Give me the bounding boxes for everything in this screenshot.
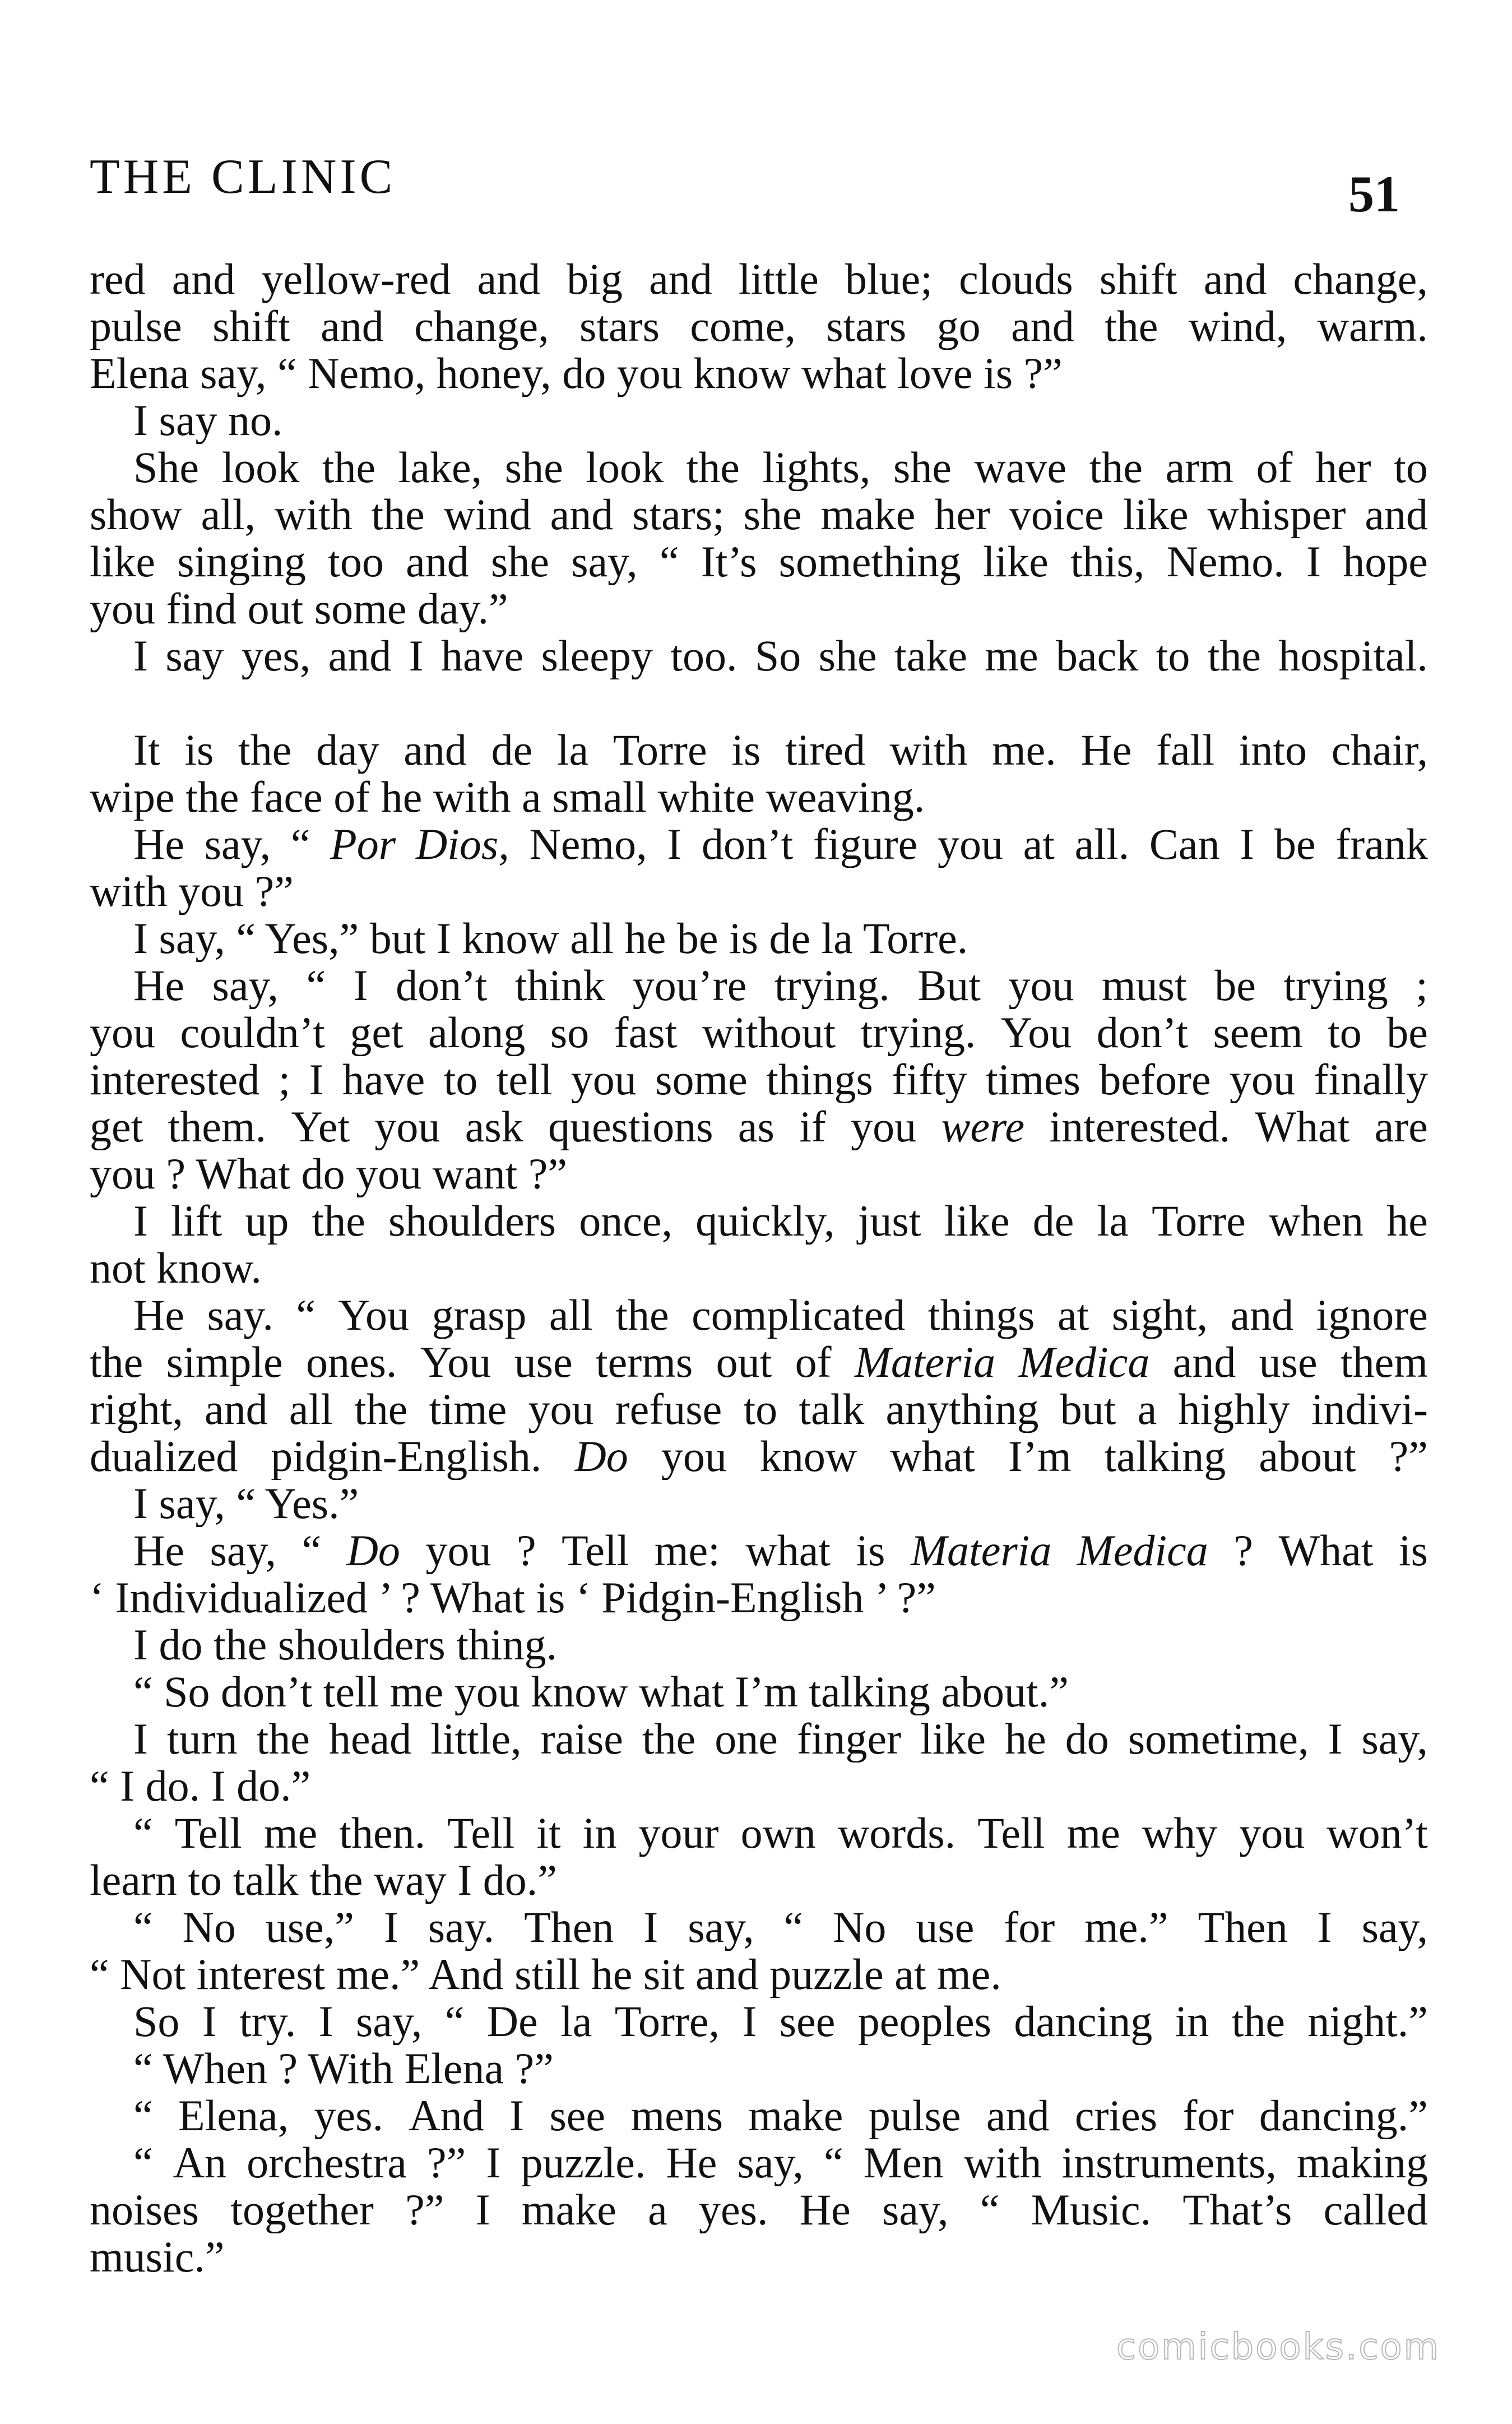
text-line: you ? What do you want ?” [90, 1150, 568, 1197]
text-line: red and yellow-red and big and little blue; clouds shift and change, [90, 256, 1428, 303]
text-line: I say, “ Yes.” [133, 1480, 359, 1527]
text-line: you find out some day.” [90, 585, 508, 632]
text-line: the simple ones. You use terms out of Materia Medica and use them [90, 1339, 1428, 1386]
text-line: not know. [90, 1245, 262, 1292]
text-line: I say no. [133, 397, 283, 444]
text-line: learn to talk the way I do.” [90, 1857, 557, 1904]
text-line: I say yes, and I have sleepy too. So she take me back to the hospital. [133, 632, 1428, 679]
text-line: “ An orchestra ?” I puzzle. He say, “ Men with instruments, making [133, 2139, 1428, 2186]
text-line: “ Tell me then. Tell it in your own words. Tell me why you won’t [133, 1810, 1428, 1857]
section-break [90, 679, 1428, 727]
text-line: music.” [90, 2233, 225, 2280]
text-line: “ When ? With Elena ?” [133, 2045, 554, 2092]
text-line: He say. “ You grasp all the complicated things at sight, and ignore [133, 1292, 1428, 1339]
text-line: “ So don’t tell me you know what I’m talking about.” [133, 1668, 1069, 1715]
text-line: He say, “ Por Dios, Nemo, I don’t figure you at all. Can I be frank [133, 821, 1428, 868]
text-line: interested ; I have to tell you some things fifty times before you finally [90, 1056, 1428, 1103]
text-line: ‘ Individualized ’ ? What is ‘ Pidgin-English ’ ?” [90, 1574, 936, 1621]
text-line: dualized pidgin-English. Do you know what I’m talking about ?” [90, 1433, 1428, 1480]
text-line: I say, “ Yes,” but I know all he be is de la Torre. [133, 915, 968, 962]
text-line: with you ?” [90, 868, 294, 915]
text-line: “ Not interest me.” And still he sit and puzzle at me. [90, 1951, 1001, 1998]
running-head: THE CLINIC [90, 150, 396, 204]
text-line: wipe the face of he with a small white weaving. [90, 774, 925, 821]
text-line: “ I do. I do.” [90, 1763, 311, 1810]
text-line: “ Elena, yes. And I see mens make pulse and cries for dancing.” [133, 2092, 1428, 2139]
text-line: Elena say, “ Nemo, honey, do you know what love is ?” [90, 350, 1063, 397]
text-line: She look the lake, she look the lights, she wave the arm of her to [133, 444, 1428, 491]
text-line: I do the shoulders thing. [133, 1621, 558, 1668]
text-line: right, and all the time you refuse to talk anything but a highly indivi- [90, 1386, 1428, 1433]
text-line: noises together ?” I make a yes. He say, “ Music. That’s called [90, 2186, 1428, 2233]
text-line: I turn the head little, raise the one finger like he do sometime, I say, [133, 1715, 1428, 1763]
text-line: you couldn’t get along so fast without trying. You don’t seem to be [90, 1009, 1428, 1056]
text-line: pulse shift and change, stars come, stars go and the wind, warm. [90, 303, 1428, 350]
page-number: 51 [1348, 165, 1400, 223]
text-line: He say, “ I don’t think you’re trying. But you must be trying ; [133, 962, 1428, 1009]
text-line: It is the day and de la Torre is tired with me. He fall into chair, [133, 727, 1428, 774]
text-line: show all, with the wind and stars; she make her voice like whisper and [90, 491, 1428, 538]
body-text [90, 256, 1428, 2280]
text-line: “ No use,” I say. Then I say, “ No use for me.” Then I say, [133, 1904, 1428, 1951]
text-line: get them. Yet you ask questions as if you were interested. What are [90, 1103, 1428, 1150]
text-line: I lift up the shoulders once, quickly, just like de la Torre when he [133, 1197, 1428, 1245]
watermark: comicbooks.com [1116, 2326, 1440, 2368]
text-line: He say, “ Do you ? Tell me: what is Materia Medica ? What is [133, 1527, 1428, 1574]
text-line: So I try. I say, “ De la Torre, I see peoples dancing in the night.” [133, 1998, 1428, 2045]
text-line: like singing too and she say, “ It’s something like this, Nemo. I hope [90, 538, 1428, 585]
